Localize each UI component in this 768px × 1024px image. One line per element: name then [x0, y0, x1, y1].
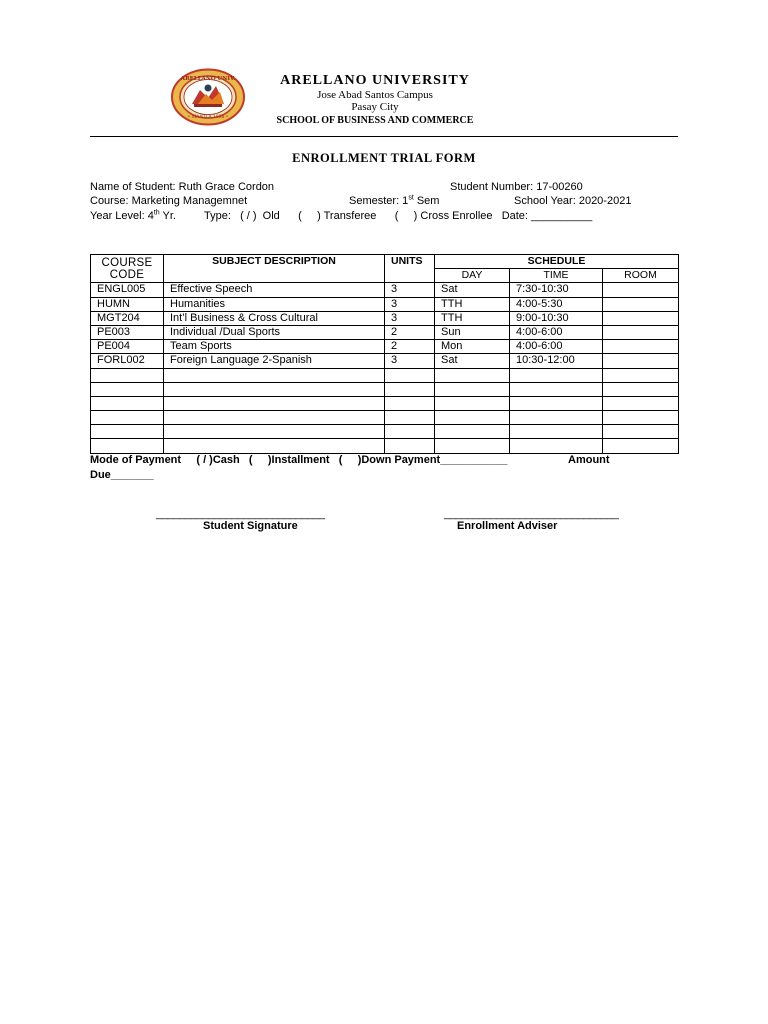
empty-day-cell	[435, 396, 510, 410]
empty-course-code-cell	[91, 368, 164, 382]
header-room: ROOM	[603, 269, 679, 283]
empty-room-cell	[603, 368, 679, 382]
student-number: Student Number: 17-00260	[450, 181, 583, 193]
adviser-signature-line: ______________________________	[444, 508, 619, 520]
empty-time-cell	[510, 411, 603, 425]
empty-room-cell	[603, 382, 679, 396]
year-level-prefix: Year Level: 4	[90, 210, 154, 222]
time-cell: 4:00-5:30	[510, 297, 603, 311]
city-name: Pasay City	[351, 101, 399, 113]
blank-table-row	[91, 396, 679, 410]
blank-table-row	[91, 382, 679, 396]
header-divider	[90, 136, 678, 137]
empty-room-cell	[603, 396, 679, 410]
empty-subject-description-cell	[164, 425, 385, 439]
time-cell: 9:00-10:30	[510, 311, 603, 325]
empty-day-cell	[435, 425, 510, 439]
subject-description-cell: Foreign Language 2-Spanish	[164, 354, 385, 368]
empty-units-cell	[385, 425, 435, 439]
header-units: UNITS	[385, 255, 435, 283]
day-cell: TTH	[435, 297, 510, 311]
course-code-cell: ENGL005	[91, 283, 164, 297]
header-course-code: COURSE CODE	[91, 255, 164, 283]
day-cell: Sat	[435, 283, 510, 297]
empty-day-cell	[435, 439, 510, 453]
course-code-cell: FORL002	[91, 354, 164, 368]
university-name: ARELLANO UNIVERSITY	[280, 73, 470, 88]
empty-units-cell	[385, 411, 435, 425]
form-title: ENROLLMENT TRIAL FORM	[292, 151, 476, 165]
table-row	[91, 311, 679, 325]
subjects-table	[90, 254, 679, 454]
units-cell: 3	[385, 311, 435, 325]
year-level-sup: th	[153, 209, 160, 217]
empty-units-cell	[385, 396, 435, 410]
time-cell: 10:30-12:00	[510, 354, 603, 368]
subject-description-cell: Int’l Business & Cross Cultural	[164, 311, 385, 325]
empty-time-cell	[510, 439, 603, 453]
header-subject-description: SUBJECT DESCRIPTION	[164, 255, 385, 283]
student-signature-label: Student Signature	[203, 520, 298, 532]
empty-units-cell	[385, 439, 435, 453]
empty-course-code-cell	[91, 411, 164, 425]
blank-table-row	[91, 368, 679, 382]
semester	[349, 194, 439, 208]
subject-rows	[91, 283, 679, 453]
empty-room-cell	[603, 411, 679, 425]
course-code-cell: HUMN	[91, 297, 164, 311]
adviser-signature-label: Enrollment Adviser	[457, 520, 558, 532]
empty-subject-description-cell	[164, 411, 385, 425]
units-cell: 3	[385, 283, 435, 297]
semester-prefix: Semester: 1	[349, 195, 409, 207]
empty-time-cell	[510, 382, 603, 396]
empty-subject-description-cell	[164, 439, 385, 453]
room-cell	[603, 354, 679, 368]
empty-course-code-cell	[91, 425, 164, 439]
day-cell: Sun	[435, 325, 510, 339]
room-cell	[603, 340, 679, 354]
day-cell: Mon	[435, 340, 510, 354]
course: Course: Marketing Managemnet	[90, 195, 248, 207]
enrollee-type: Type: ( / ) Old ( ) Transferee ( ) Cross Enrollee Date: __________	[204, 210, 593, 222]
empty-subject-description-cell	[164, 368, 385, 382]
empty-time-cell	[510, 368, 603, 382]
empty-day-cell	[435, 368, 510, 382]
time-cell: 7:30-10:30	[510, 283, 603, 297]
room-cell	[603, 325, 679, 339]
subject-description-cell: Effective Speech	[164, 283, 385, 297]
empty-time-cell	[510, 425, 603, 439]
year-level	[90, 209, 176, 223]
school-name: SCHOOL OF BUSINESS AND COMMERCE	[276, 115, 474, 126]
logo-text-bottom: • MANILA 1938 •	[187, 115, 229, 120]
course-code-cell: MGT204	[91, 311, 164, 325]
course-code-cell: PE004	[91, 340, 164, 354]
header-day: DAY	[435, 269, 510, 283]
empty-room-cell	[603, 439, 679, 453]
logo-text-top: ARELLANO UNIV.	[180, 76, 236, 82]
day-cell: Sat	[435, 354, 510, 368]
amount-due: Due_______	[90, 469, 154, 481]
empty-time-cell	[510, 396, 603, 410]
table-row	[91, 283, 679, 297]
table-row	[91, 340, 679, 354]
subject-description-cell: Team Sports	[164, 340, 385, 354]
blank-table-row	[91, 425, 679, 439]
amount-label: Amount	[568, 454, 610, 466]
subject-description-cell: Humanities	[164, 297, 385, 311]
empty-units-cell	[385, 368, 435, 382]
empty-course-code-cell	[91, 382, 164, 396]
empty-day-cell	[435, 382, 510, 396]
campus-name: Jose Abad Santos Campus	[317, 89, 433, 101]
mode-of-payment: Mode of Payment ( / )Cash ( )Installment ( )Down Payment___________	[90, 454, 508, 466]
room-cell	[603, 311, 679, 325]
header-schedule: SCHEDULE	[435, 255, 679, 269]
school-year: School Year: 2020-2021	[514, 195, 632, 207]
table-row	[91, 325, 679, 339]
empty-units-cell	[385, 382, 435, 396]
time-cell: 4:00-6:00	[510, 325, 603, 339]
empty-room-cell	[603, 425, 679, 439]
day-cell: TTH	[435, 311, 510, 325]
units-cell: 2	[385, 340, 435, 354]
room-cell	[603, 297, 679, 311]
table-row	[91, 354, 679, 368]
semester-sup: st	[408, 194, 414, 202]
empty-course-code-cell	[91, 439, 164, 453]
student-name: Name of Student: Ruth Grace Cordon	[90, 181, 275, 193]
student-signature-line: _____________________________	[156, 508, 325, 520]
header-time: TIME	[510, 269, 603, 283]
course-code-cell: PE003	[91, 325, 164, 339]
semester-suffix: Sem	[413, 195, 440, 207]
time-cell: 4:00-6:00	[510, 340, 603, 354]
letterhead	[250, 72, 500, 127]
table-row	[91, 297, 679, 311]
units-cell: 3	[385, 297, 435, 311]
units-cell: 2	[385, 325, 435, 339]
year-level-suffix: Yr.	[159, 210, 176, 222]
university-seal-logo	[170, 68, 246, 126]
blank-table-row	[91, 439, 679, 453]
room-cell	[603, 283, 679, 297]
empty-subject-description-cell	[164, 396, 385, 410]
empty-subject-description-cell	[164, 382, 385, 396]
subject-description-cell: Individual /Dual Sports	[164, 325, 385, 339]
empty-course-code-cell	[91, 396, 164, 410]
empty-day-cell	[435, 411, 510, 425]
units-cell: 3	[385, 354, 435, 368]
blank-table-row	[91, 411, 679, 425]
